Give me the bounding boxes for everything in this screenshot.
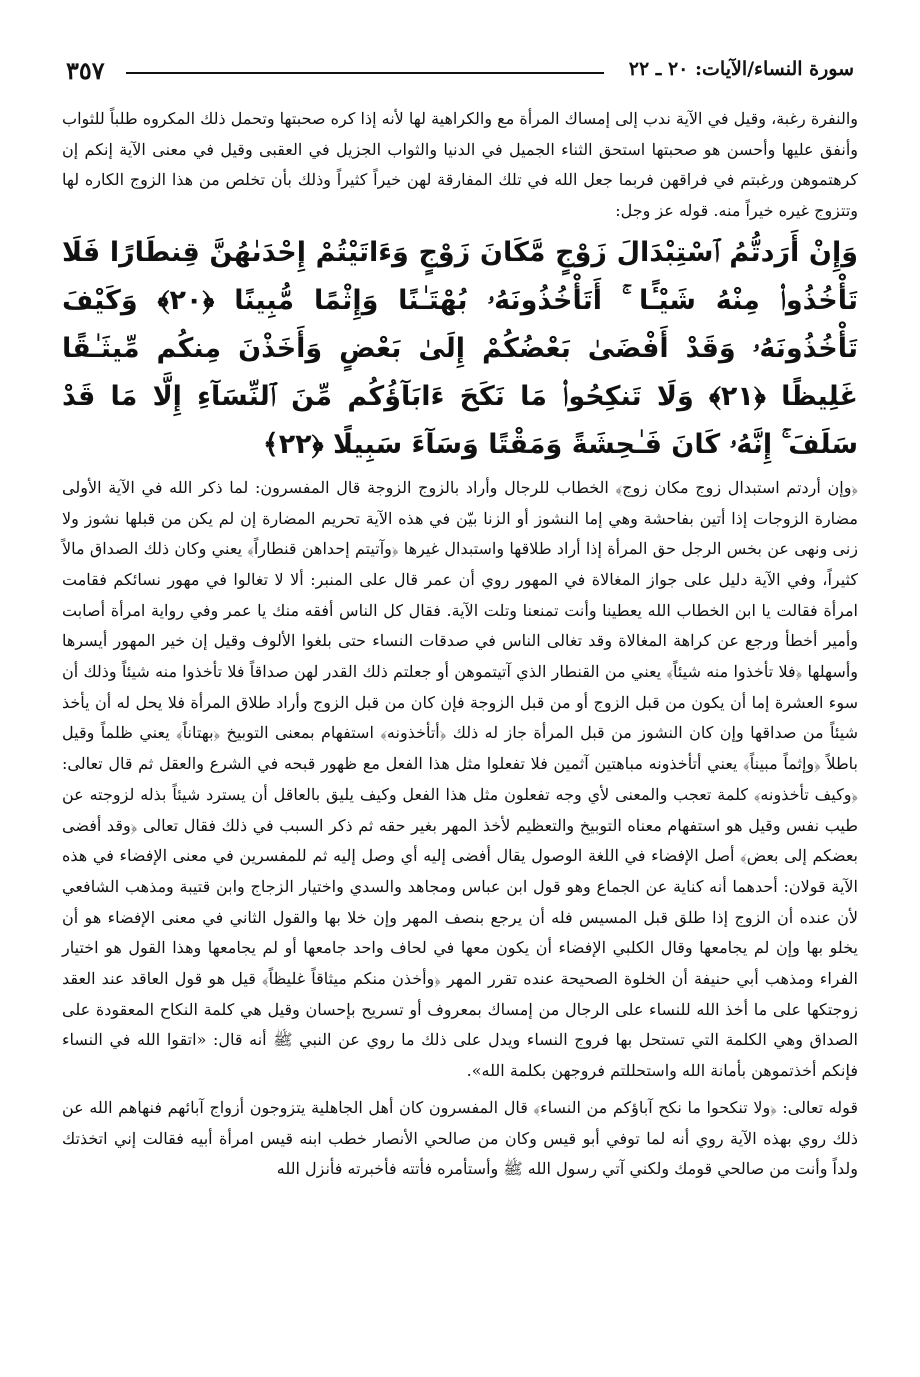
- quran-verse-block: وَإِنْ أَرَدتُّمُ ٱسْتِبْدَالَ زَوْجٍ مَّكَانَ زَوْجٍ وَءَاتَيْتُمْ إِحْدَىٰهُنَّ قِنطَارًا فَلَا تَأْخُذُوا۟ مِنْهُ شَيْـًٔا ۚ أَتَأْخُذُونَهُۥ بُهْتَـٰنًا وَإِثْمًا مُّبِينًا ﴿٢٠﴾ وَكَيْفَ تَأْخُذُونَهُۥ وَقَدْ أَفْضَىٰ بَعْضُكُمْ إِلَىٰ بَعْضٍ وَأَخَذْنَ مِنكُم مِّيثَـٰقًا غَلِيظًا ﴿٢١﴾ وَلَا تَنكِحُوا۟ مَا نَكَحَ ءَابَآؤُكُم مِّنَ ٱلنِّسَآءِ إِلَّا مَا قَدْ سَلَفَ ۚ إِنَّهُۥ كَانَ فَـٰحِشَةً وَمَقْتًا وَسَآءَ سَبِيلًا ﴿٢٢﴾: [62, 236, 859, 460]
- intro-paragraph: والنفرة رغبة، وقيل في الآية ندب إلى إمساك المرأة مع والكراهية لها لأنه إذا كره صحبتها وتحمل ذلك المكروه طلباً للثواب وأنفق عليها وأحسن هو صحبتها استحق الثناء الجميل في الدنيا والثواب الجزيل في العقبى وقيل في معنى الآية إنكم إن كرهتموهن ورغبتم في فراقهن فربما جعل الله في تلك المفارقة لهن خيراً كثيراً وذلك بأن تخلص من هذا الزوج الكاره لها وتتزوج غيره خيراً منه. قوله عز وجل:: [62, 109, 859, 221]
- page-header: [66, 56, 854, 88]
- page-number: ٣٥٧: [66, 56, 105, 85]
- header-rule: [126, 72, 604, 74]
- surah-title: سورة النساء/الآيات: ٢٠ ـ ٢٢: [628, 58, 854, 80]
- page-body: [62, 104, 858, 1185]
- commentary-paragraph: ﴿وإن أردتم استبدال زوج مكان زوج﴾ الخطاب للرجال وأراد بالزوج الزوجة قال المفسرون: لما ذكر الله في الآية الأولى مضارة الزوجات إذا أتين بفاحشة وهي إما النشوز أو الزنا بيّن في هذه الآية تحريم المضارة إن لم يكن من قبلها نشوز ولا زنى ونهى عن بخس الرجل حق المرأة إذا أراد طلاقها واستبدال غيرها ﴿وآتيتم إحداهن قنطاراً﴾ يعني وكان ذلك الصداق مالاً كثيراً، وفي الآية دليل على جواز المغالاة في المهور روي أن عمر قال على المنبر: ألا لا تغالوا في مهور نسائكم فقامت امرأة فقالت يا ابن الخطاب الله يعطينا وأنت تمنعنا وتلت الآية. فقال كل الناس أفقه منك يا عمر وفي رواية امرأة أصابت وأمير أخطأ ورجع عن كراهة المغالاة وقد تغالى الناس في صدقات النساء حتى بلغوا الألوف وقيل إن خير المهور أيسرها وأسهلها ﴿فلا تأخذوا منه شيئاً﴾ يعني من القنطار الذي آتيتموهن أو جعلتم ذلك القدر لهن صداقاً فلا تأخذوا منه شيئاً وذلك أن سوء العشرة إما أن يكون من قبل الزوج أو من قبل الزوجة فإن كان من قبل الزوج وأراد طلاق المرأة فلا يحل له أن يأخذ شيئاً من صداقها وإن كان النشوز من قبل المرأة جاز له ذلك ﴿أتأخذونه﴾ استفهام بمعنى التوبيخ ﴿بهتاناً﴾ يعني ظلماً وقيل باطلاً ﴿وإثماً مبيناً﴾ يعني أتأخذونه مباهتين آثمين فلا تفعلوا مثل هذا الفعل مع ظهور قبحه في الشرع والعقل ثم قال تعالى: ﴿وكيف تأخذونه﴾ كلمة تعجب والمعنى لأي وجه تفعلون مثل هذا الفعل وكيف يليق بالعاقل أن يسترد شيئاً بذله لزوجته عن طيب نفس وقيل هو استفهام معناه التوبيخ والتعظيم لأخذ المهر بغير حقه ثم ذكر السبب في ذلك فقال تعالى ﴿وقد أفضى بعضكم إلى بعض﴾ أصل الإفضاء في اللغة الوصول يقال أفضى إليه أي وصل إليه ثم للمفسرين في معنى الإفضاء في هذه الآية قولان: أحدهما أنه كناية عن الجماع وهو قول ابن عباس ومجاهد والسدي واختيار الزجاج وابن قتيبة ومذهب الشافعي لأن عنده أن الزوج إذا طلق قبل المسيس فله أن يرجع بنصف المهر وإن خلا بها والقول الثاني في معنى الإفضاء هو أن يخلو بها وإن لم يجامعها وقال الكلبي الإفضاء أن يكون معها في لحاف واحد جامعها أو لم يجامعها وهذا القول هو اختيار الفراء ومذهب أبي حنيفة أن الخلوة الصحيحة عنده تقرر المهر ﴿وأخذن منكم ميثاقاً غليظاً﴾ قيل هو قول العاقد عند العقد زوجتكها على ما أخذ الله للنساء على الرجال من إمساك بمعروف أو تسريح بإحسان وقيل هي كلمة النكاح المعقودة على الصداق وهي الكلمة التي تستحل بها فروج النساء ويدل على ذلك ما روي عن النبي ﷺ أنه قال: «اتقوا الله في النساء فإنكم أخذتموهن بأمانة الله واستحللتم فروجهن بكلمة الله».: [62, 477, 859, 1081]
- closing-paragraph: قوله تعالى: ﴿ولا تنكحوا ما نكح آباؤكم من النساء﴾ قال المفسرون كان أهل الجاهلية يتزوجون أزواج آبائهم فنهاهم الله عن ذلك روي بهذه الآية روي أنه لما توفي أبو قيس وكان من صالحي الأنصار خطب ابنه قيس امرأة أبيه فقالت إني اتخذتك ولداً وأنت من صالحي قومك ولكني آتي رسول الله ﷺ وأستأمره فأتته فأخبرته فأنزل الله: [62, 1097, 858, 1179]
